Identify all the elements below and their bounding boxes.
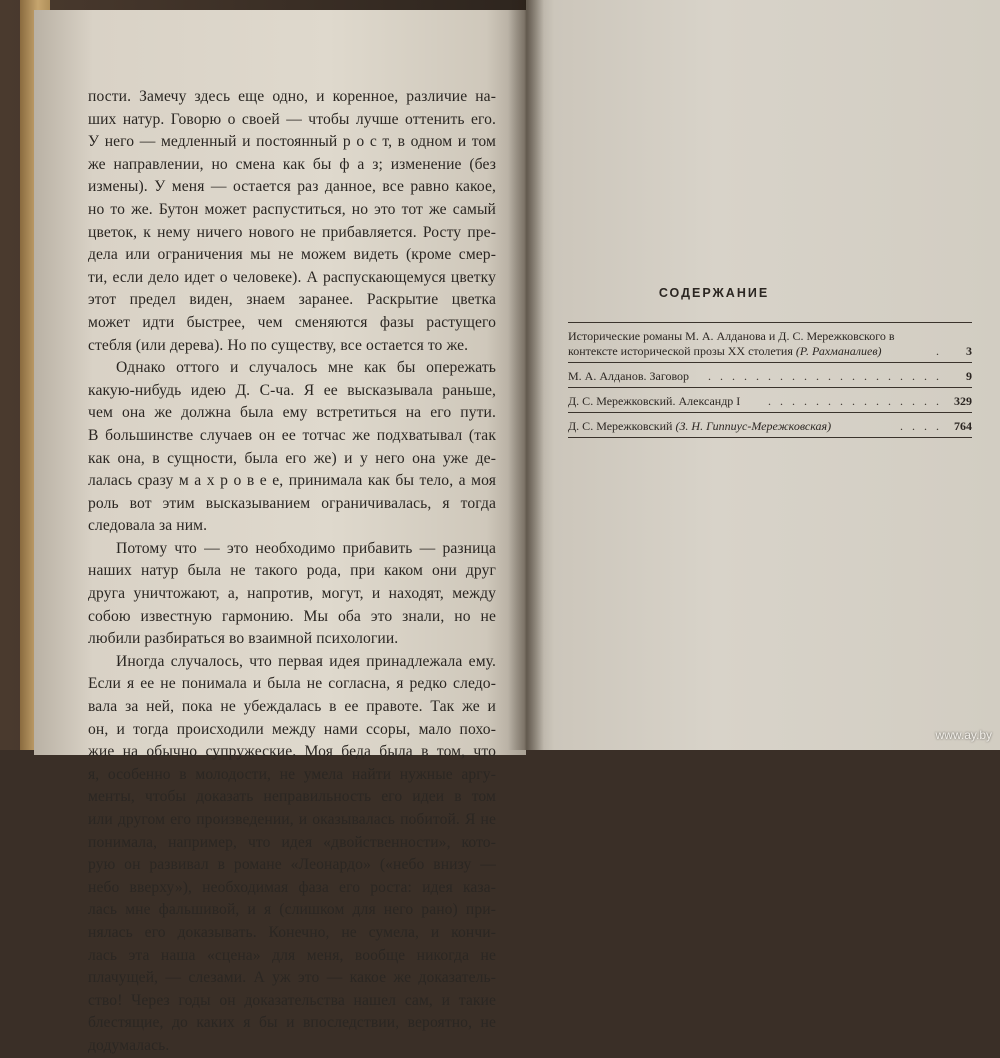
- toc-leader-dots: . . . .: [900, 419, 942, 433]
- toc-page-number: 9: [966, 369, 972, 383]
- text-line: может идти быстрее, чем сменяются фазы растущего: [88, 313, 496, 331]
- toc-entry-author: (Р. Рахманалиев): [795, 344, 882, 358]
- toc-entry-author: (З. Н. Гиппиус-Мережковская): [675, 419, 832, 433]
- book-gutter: [508, 0, 544, 750]
- text-line: рую он развивал в романе «Леонардо» («небо внизу —: [88, 856, 496, 874]
- toc-leader-dots: . . . . . . . . . . . . . . .: [768, 394, 942, 408]
- text-line: ство! Через годы он доказательства нашел сам, и такие: [88, 991, 496, 1009]
- text-line: нялась его доказывать. Конечно, не сумела, и кончи-: [88, 923, 496, 941]
- toc-entry-title: Д. С. Мережковский. Александр I: [568, 394, 741, 408]
- text-line: лалась сразу м а х р о в е е, принимала как бы тело, а моя: [88, 472, 496, 490]
- text-line: цветок, к нему ничего нового не прибавляется. Росту пре-: [88, 223, 496, 241]
- text-line: я, особенно в молодости, не умела найти нужные аргу-: [88, 765, 496, 783]
- text-line: жие на обычно супружеские. Моя беда была в том, что: [88, 743, 496, 761]
- text-line: собою известную гармонию. Мы оба это знали, но не: [88, 607, 496, 625]
- text-line: друга уничтожают, а, напротив, могут, и находят, между: [88, 585, 496, 603]
- toc-entry-title: М. А. Алданов. Заговор: [568, 369, 690, 383]
- toc-entry: [568, 388, 972, 413]
- text-line: Потому что — это необходимо прибавить — разница: [116, 539, 496, 557]
- text-line: менты, чтобы доказать неправильность его идеи в том: [88, 788, 496, 806]
- text-line: этот предел виден, знаем заранее. Раскрытие цветка: [88, 291, 496, 309]
- text-line: Если я ее не понимала и была не согласна, я редко следо-: [88, 675, 496, 693]
- text-line: измены). У меня — остается раз данное, все равно какое,: [88, 178, 496, 196]
- text-line: додумалась.: [88, 1036, 170, 1054]
- text-line: следовала за ним.: [88, 517, 208, 535]
- watermark: www.ay.by: [935, 728, 992, 742]
- text-line: наших натур была не такого рода, при каком они друг: [88, 562, 496, 580]
- text-line: плачущей, — слезами. А уж это — какое же доказатель-: [88, 969, 496, 987]
- toc-page-number: 3: [966, 344, 972, 358]
- text-line: лась эта наша «сцена» для меня, вообще никогда не: [88, 946, 496, 964]
- text-line: небо вверху»), необходимая фаза его роста: идея каза-: [88, 878, 496, 896]
- text-line: У него — медленный и постоянный р о с т, в одном и том: [88, 133, 496, 151]
- text-line: ти, если дело идет о человеке). А распускающемуся цветку: [88, 268, 496, 286]
- text-line: В большинстве случаев он ее тотчас же подхватывал (так: [88, 426, 496, 444]
- toc-page-number: 764: [954, 419, 972, 433]
- text-line: он, и тогда происходили между нами ссоры, мало похо-: [88, 720, 496, 738]
- text-line: ших натур. Говорю о своей — чтобы лучше оттенить его.: [88, 110, 496, 128]
- toc-leader-dots: .: [936, 344, 942, 358]
- toc-title: СОДЕРЖАНИЕ: [658, 286, 770, 300]
- left-page-text: [88, 86, 496, 1058]
- text-line: пости. Замечу здесь еще одно, и коренное, различие на-: [88, 88, 496, 105]
- toc-entry: [568, 322, 972, 363]
- text-line: роль вот этим высказыванием ограничивалась, я тогда: [88, 494, 496, 512]
- toc-leader-dots: . . . . . . . . . . . . . . . . . . . .: [708, 369, 942, 383]
- text-line: Иногда случалось, что первая идея принадлежала ему.: [116, 652, 496, 670]
- toc-entry-title: Д. С. Мережковский: [568, 419, 673, 433]
- text-line: лась мне фальшивой, и я (слишком для него рано) при-: [88, 901, 496, 919]
- text-line: любили разбираться во взаимной психологии.: [88, 630, 399, 648]
- text-line: как она, в сущности, была его же) и у него она уже де-: [88, 449, 496, 467]
- text-line: вала за ней, пока не убеждалась в ее правоте. Так же и: [88, 698, 496, 716]
- text-line: чем она же должна была ему встретиться на его пути.: [88, 404, 496, 422]
- toc-entry: [568, 413, 972, 438]
- text-line: стебля (или дерева). Но по существу, все остается то же.: [88, 336, 469, 354]
- text-line: понимала, например, что идея «двойственности», кото-: [88, 833, 496, 851]
- text-line: дела или ограничения мы не можем видеть (кроме смер-: [88, 246, 496, 264]
- text-line: же направлении, но смена как бы ф а з; изменение (без: [88, 155, 496, 173]
- text-line: Однако оттого и случалось мне как бы опережать: [116, 359, 496, 377]
- toc-page-number: 329: [954, 394, 972, 408]
- text-line: какую-нибудь идею Д. С-ча. Я ее высказывала раньше,: [88, 381, 496, 399]
- text-line: или другом его произведении, и оказывалась побитой. Я не: [88, 811, 496, 828]
- table-of-contents: [568, 322, 972, 438]
- toc-entry-title: Исторические романы М. А. Алданова и Д. С. Мережковского в контексте исторической прозы XX столетия: [568, 329, 895, 358]
- toc-entry: [568, 363, 972, 388]
- text-line: блестящие, до каких я бы и впоследствии, вероятно, не: [88, 1014, 496, 1032]
- text-line: но то же. Бутон может распуститься, но это тот же самый: [88, 200, 496, 218]
